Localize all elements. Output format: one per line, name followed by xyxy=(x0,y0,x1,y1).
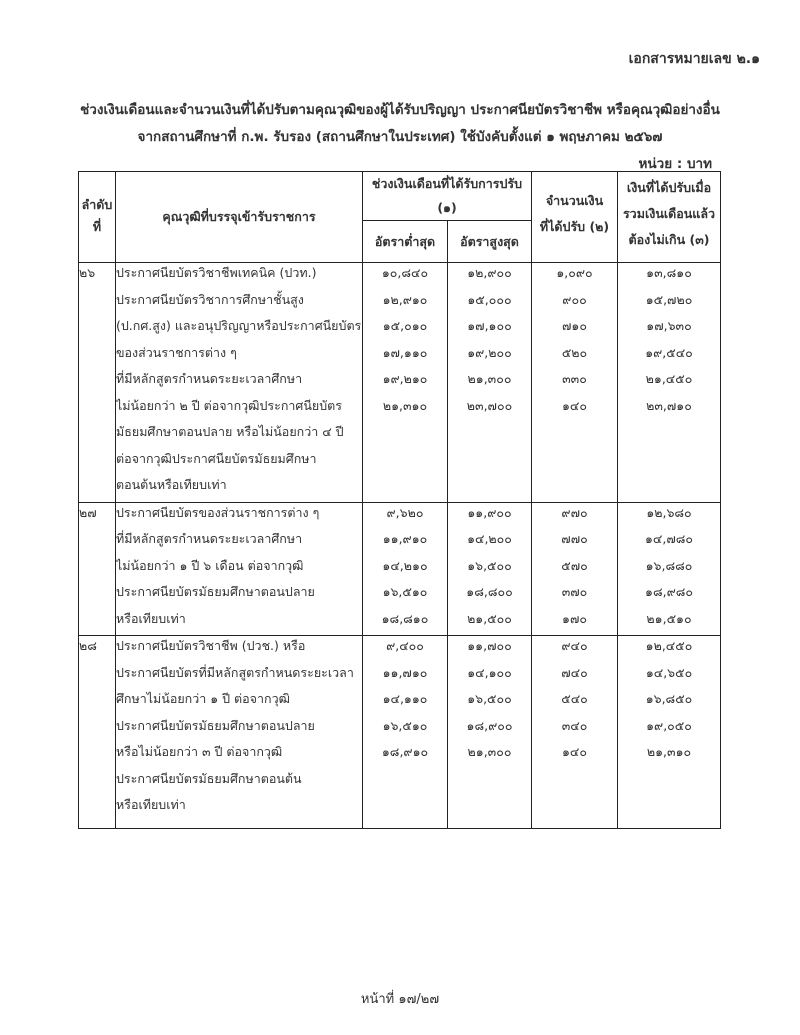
row-number: ๒๗ xyxy=(79,502,116,636)
value: ๑๖,๕๐๐ xyxy=(467,557,512,573)
value: ๑๖,๕๑๐ xyxy=(382,584,428,599)
cap-amount-cell xyxy=(618,502,721,636)
table-row xyxy=(79,502,721,636)
qualification-line: ประกาศนียบัตรวิชาชีพ (ปวช.) หรือ xyxy=(116,638,306,653)
header-cap-line3: ต้องไม่เกิน (๓) xyxy=(628,232,710,247)
header-qualification: คุณวุฒิที่บรรจุเข้ารับราชการ xyxy=(116,172,363,263)
value: ๙๔๐ xyxy=(561,638,588,653)
value: ๑๑,๙๑๐ xyxy=(382,531,428,546)
value: ๗๑๐ xyxy=(562,318,587,333)
header-order-line1: ลำดับ xyxy=(81,197,113,212)
header-adjust-line2: ที่ได้ปรับ (๒) xyxy=(539,219,610,234)
header-cap-line1: เงินที่ได้ปรับเมื่อ xyxy=(626,180,712,195)
value: ๑๔,๒๐๐ xyxy=(467,531,512,546)
value: ๓๗๐ xyxy=(561,584,588,599)
value: ๑๒,๔๕๐ xyxy=(645,638,693,653)
value: ๑,๐๙๐ xyxy=(556,265,593,280)
value: ๑๗,๑๑๐ xyxy=(382,344,428,360)
value: ๑๐,๘๔๐ xyxy=(381,265,429,280)
value: ๓๓๐ xyxy=(562,371,587,386)
header-order-line2: ที่ xyxy=(92,219,102,234)
value: ๑๖,๘๕๐ xyxy=(645,691,693,706)
value: ๑๒,๙๑๐ xyxy=(382,291,428,307)
qualification-line: ประกาศนียบัตรวิชาชีพเทคนิค (ปวท.) xyxy=(116,265,317,280)
qualification-line: ไม่น้อยกว่า ๒ ปี ต่อจากวุฒิประกาศนียบัตร xyxy=(116,397,342,413)
value: ๕๔๐ xyxy=(561,691,588,706)
qualification-line: ประกาศนียบัตรวิชาการศึกษาชั้นสูง xyxy=(116,291,304,307)
salary-table xyxy=(78,171,721,829)
header-adjust-amount xyxy=(532,172,618,263)
value: ๑๖,๘๘๐ xyxy=(645,557,693,573)
max-rate-cell xyxy=(448,263,532,503)
value: ๑๘,๘๑๐ xyxy=(381,610,429,626)
table-row xyxy=(79,636,721,829)
value: ๙๗๐ xyxy=(561,504,588,520)
value: ๒๑,๕๐๐ xyxy=(467,610,512,626)
value: ๒๑,๔๕๐ xyxy=(645,371,693,386)
value: ๑๔,๖๕๐ xyxy=(645,664,693,680)
value: ๑๘,๙๐๐ xyxy=(466,717,513,733)
header-min-rate: อัตราต่ำสุด xyxy=(363,221,448,263)
qualification-line: ที่มีหลักสูตรกำหนดระยะเวลาศึกษา xyxy=(116,531,303,546)
value: ๗๗๐ xyxy=(561,531,588,546)
value: ๑๙,๐๕๐ xyxy=(646,717,692,733)
value: ๑๔๐ xyxy=(562,744,588,759)
header-max-rate: อัตราสูงสุด xyxy=(448,221,532,263)
value: ๕๒๐ xyxy=(561,344,588,360)
qualification-cell xyxy=(116,263,363,503)
cap-amount-cell xyxy=(618,636,721,829)
value: ๒๑,๓๑๐ xyxy=(646,744,692,759)
qualification-line: หรือเทียบเท่า xyxy=(116,797,186,812)
value: ๑๕,๗๒๐ xyxy=(645,291,693,307)
value: ๙,๖๒๐ xyxy=(386,504,424,520)
value: ๑๘,๘๐๐ xyxy=(466,584,513,599)
row-number: ๒๖ xyxy=(79,263,116,503)
qualification-line: ตอนต้นหรือเทียบเท่า xyxy=(116,477,227,492)
header-order xyxy=(79,172,116,263)
qualification-line: (ป.กศ.สูง) และอนุปริญญาหรือประกาศนียบัตร xyxy=(116,318,362,333)
document-number: เอกสารหมายเลข ๒.๑ xyxy=(628,51,760,67)
value: ๒๑,๓๐๐ xyxy=(467,744,512,759)
cap-amount-cell xyxy=(618,263,721,503)
document-title-line2: จากสถานศึกษาที่ ก.พ. รับรอง (สถานศึกษาในประเทศ) ใช้บังคับตั้งแต่ ๑ พฤษภาคม ๒๕๖๗ xyxy=(137,129,663,145)
value: ๑๙,๒๐๐ xyxy=(467,344,512,360)
value: ๑๕,๐๑๐ xyxy=(382,318,428,333)
value: ๑๔,๑๐๐ xyxy=(467,664,512,680)
unit-label: หน่วย : บาท xyxy=(638,156,712,172)
value: ๕๗๐ xyxy=(561,557,588,573)
value: ๑๗,๖๓๐ xyxy=(646,318,692,333)
value: ๑๖,๕๑๐ xyxy=(382,717,428,733)
value: ๑๕,๐๐๐ xyxy=(467,291,512,307)
value: ๒๑,๓๐๐ xyxy=(467,371,512,386)
min-rate-cell xyxy=(363,263,448,503)
qualification-cell xyxy=(116,636,363,829)
header-cap-amount xyxy=(618,172,721,263)
row-number: ๒๘ xyxy=(79,636,116,829)
table-row xyxy=(79,263,721,503)
value: ๑๙,๕๔๐ xyxy=(645,344,693,360)
header-adjust-line1: จำนวนเงิน xyxy=(545,193,604,208)
value: ๑๑,๙๐๐ xyxy=(467,504,512,520)
qualification-line: ประกาศนียบัตรมัธยมศึกษาตอนปลาย xyxy=(116,584,315,599)
value: ๑๓,๘๑๐ xyxy=(646,265,692,280)
min-rate-cell xyxy=(363,636,448,829)
value: ๗๔๐ xyxy=(561,664,588,680)
page-number: หน้าที่ ๑๗/๒๗ xyxy=(360,992,440,1007)
qualification-line: ประกาศนียบัตรของส่วนราชการต่าง ๆ xyxy=(116,504,320,520)
value: ๒๓,๗๑๐ xyxy=(646,397,692,413)
value: ๑๒,๙๐๐ xyxy=(467,265,512,280)
value: ๒๓,๗๐๐ xyxy=(466,397,513,413)
value: ๑๒,๖๘๐ xyxy=(646,504,692,520)
max-rate-cell xyxy=(448,636,532,829)
qualification-line: ประกาศนียบัตรมัธยมศึกษาตอนปลาย xyxy=(116,717,315,733)
qualification-line: หรือไม่น้อยกว่า ๓ ปี ต่อจากวุฒิ xyxy=(116,744,283,759)
value: ๑๗,๑๐๐ xyxy=(467,318,512,333)
qualification-cell xyxy=(116,502,363,636)
value: ๑๖,๕๐๐ xyxy=(467,691,512,706)
value: ๑๔,๑๑๐ xyxy=(382,691,428,706)
value: ๑๙,๒๑๐ xyxy=(382,371,428,386)
value: ๓๔๐ xyxy=(561,717,588,733)
min-rate-cell xyxy=(363,502,448,636)
value: ๑๑,๗๐๐ xyxy=(467,638,512,653)
value: ๑๔,๒๑๐ xyxy=(382,557,428,573)
max-rate-cell xyxy=(448,502,532,636)
qualification-line: ไม่น้อยกว่า ๑ ปี ๖ เดือน ต่อจากวุฒิ xyxy=(116,557,304,573)
value: ๑๔๐ xyxy=(562,397,588,413)
value: ๑๘,๙๑๐ xyxy=(381,744,429,759)
qualification-line: ต่อจากวุฒิประกาศนียบัตรมัธยมศึกษา xyxy=(116,450,317,466)
qualification-line: ที่มีหลักสูตรกำหนดระยะเวลาศึกษา xyxy=(116,371,303,386)
value: ๒๑,๓๑๐ xyxy=(382,397,428,413)
qualification-line: ศึกษาไม่น้อยกว่า ๑ ปี ต่อจากวุฒิ xyxy=(116,691,290,706)
value: ๑๘,๙๘๐ xyxy=(645,584,693,599)
document-title-line1: ช่วงเงินเดือนและจำนวนเงินที่ได้ปรับตามคุณวุฒิของผู้ได้รับปริญญา ประกาศนียบัตรวิชาชีพ หรือคุณวุฒิอย่างอื่น xyxy=(80,102,720,118)
qualification-line: หรือเทียบเท่า xyxy=(116,610,186,626)
value: ๙๐๐ xyxy=(562,291,587,307)
value: ๑๑,๗๑๐ xyxy=(382,664,428,680)
value: ๒๑,๕๑๐ xyxy=(646,610,692,626)
adjust-amount-cell xyxy=(532,263,618,503)
header-salary-range: ช่วงเงินเดือนที่ได้รับการปรับ (๑) xyxy=(363,172,532,221)
value: ๙,๔๐๐ xyxy=(386,638,424,653)
qualification-line: ประกาศนียบัตรที่มีหลักสูตรกำหนดระยะเวลา xyxy=(116,664,354,680)
qualification-line: ของส่วนราชการต่าง ๆ xyxy=(116,344,237,360)
adjust-amount-cell xyxy=(532,636,618,829)
adjust-amount-cell xyxy=(532,502,618,636)
qualification-line: มัธยมศึกษาตอนปลาย หรือไม่น้อยกว่า ๔ ปี xyxy=(116,424,344,439)
qualification-line: ประกาศนียบัตรมัธยมศึกษาตอนต้น xyxy=(116,770,302,786)
value: ๑๔,๗๘๐ xyxy=(644,531,694,546)
header-cap-line2: รวมเงินเดือนแล้ว xyxy=(622,206,716,221)
value: ๑๗๐ xyxy=(562,610,587,626)
